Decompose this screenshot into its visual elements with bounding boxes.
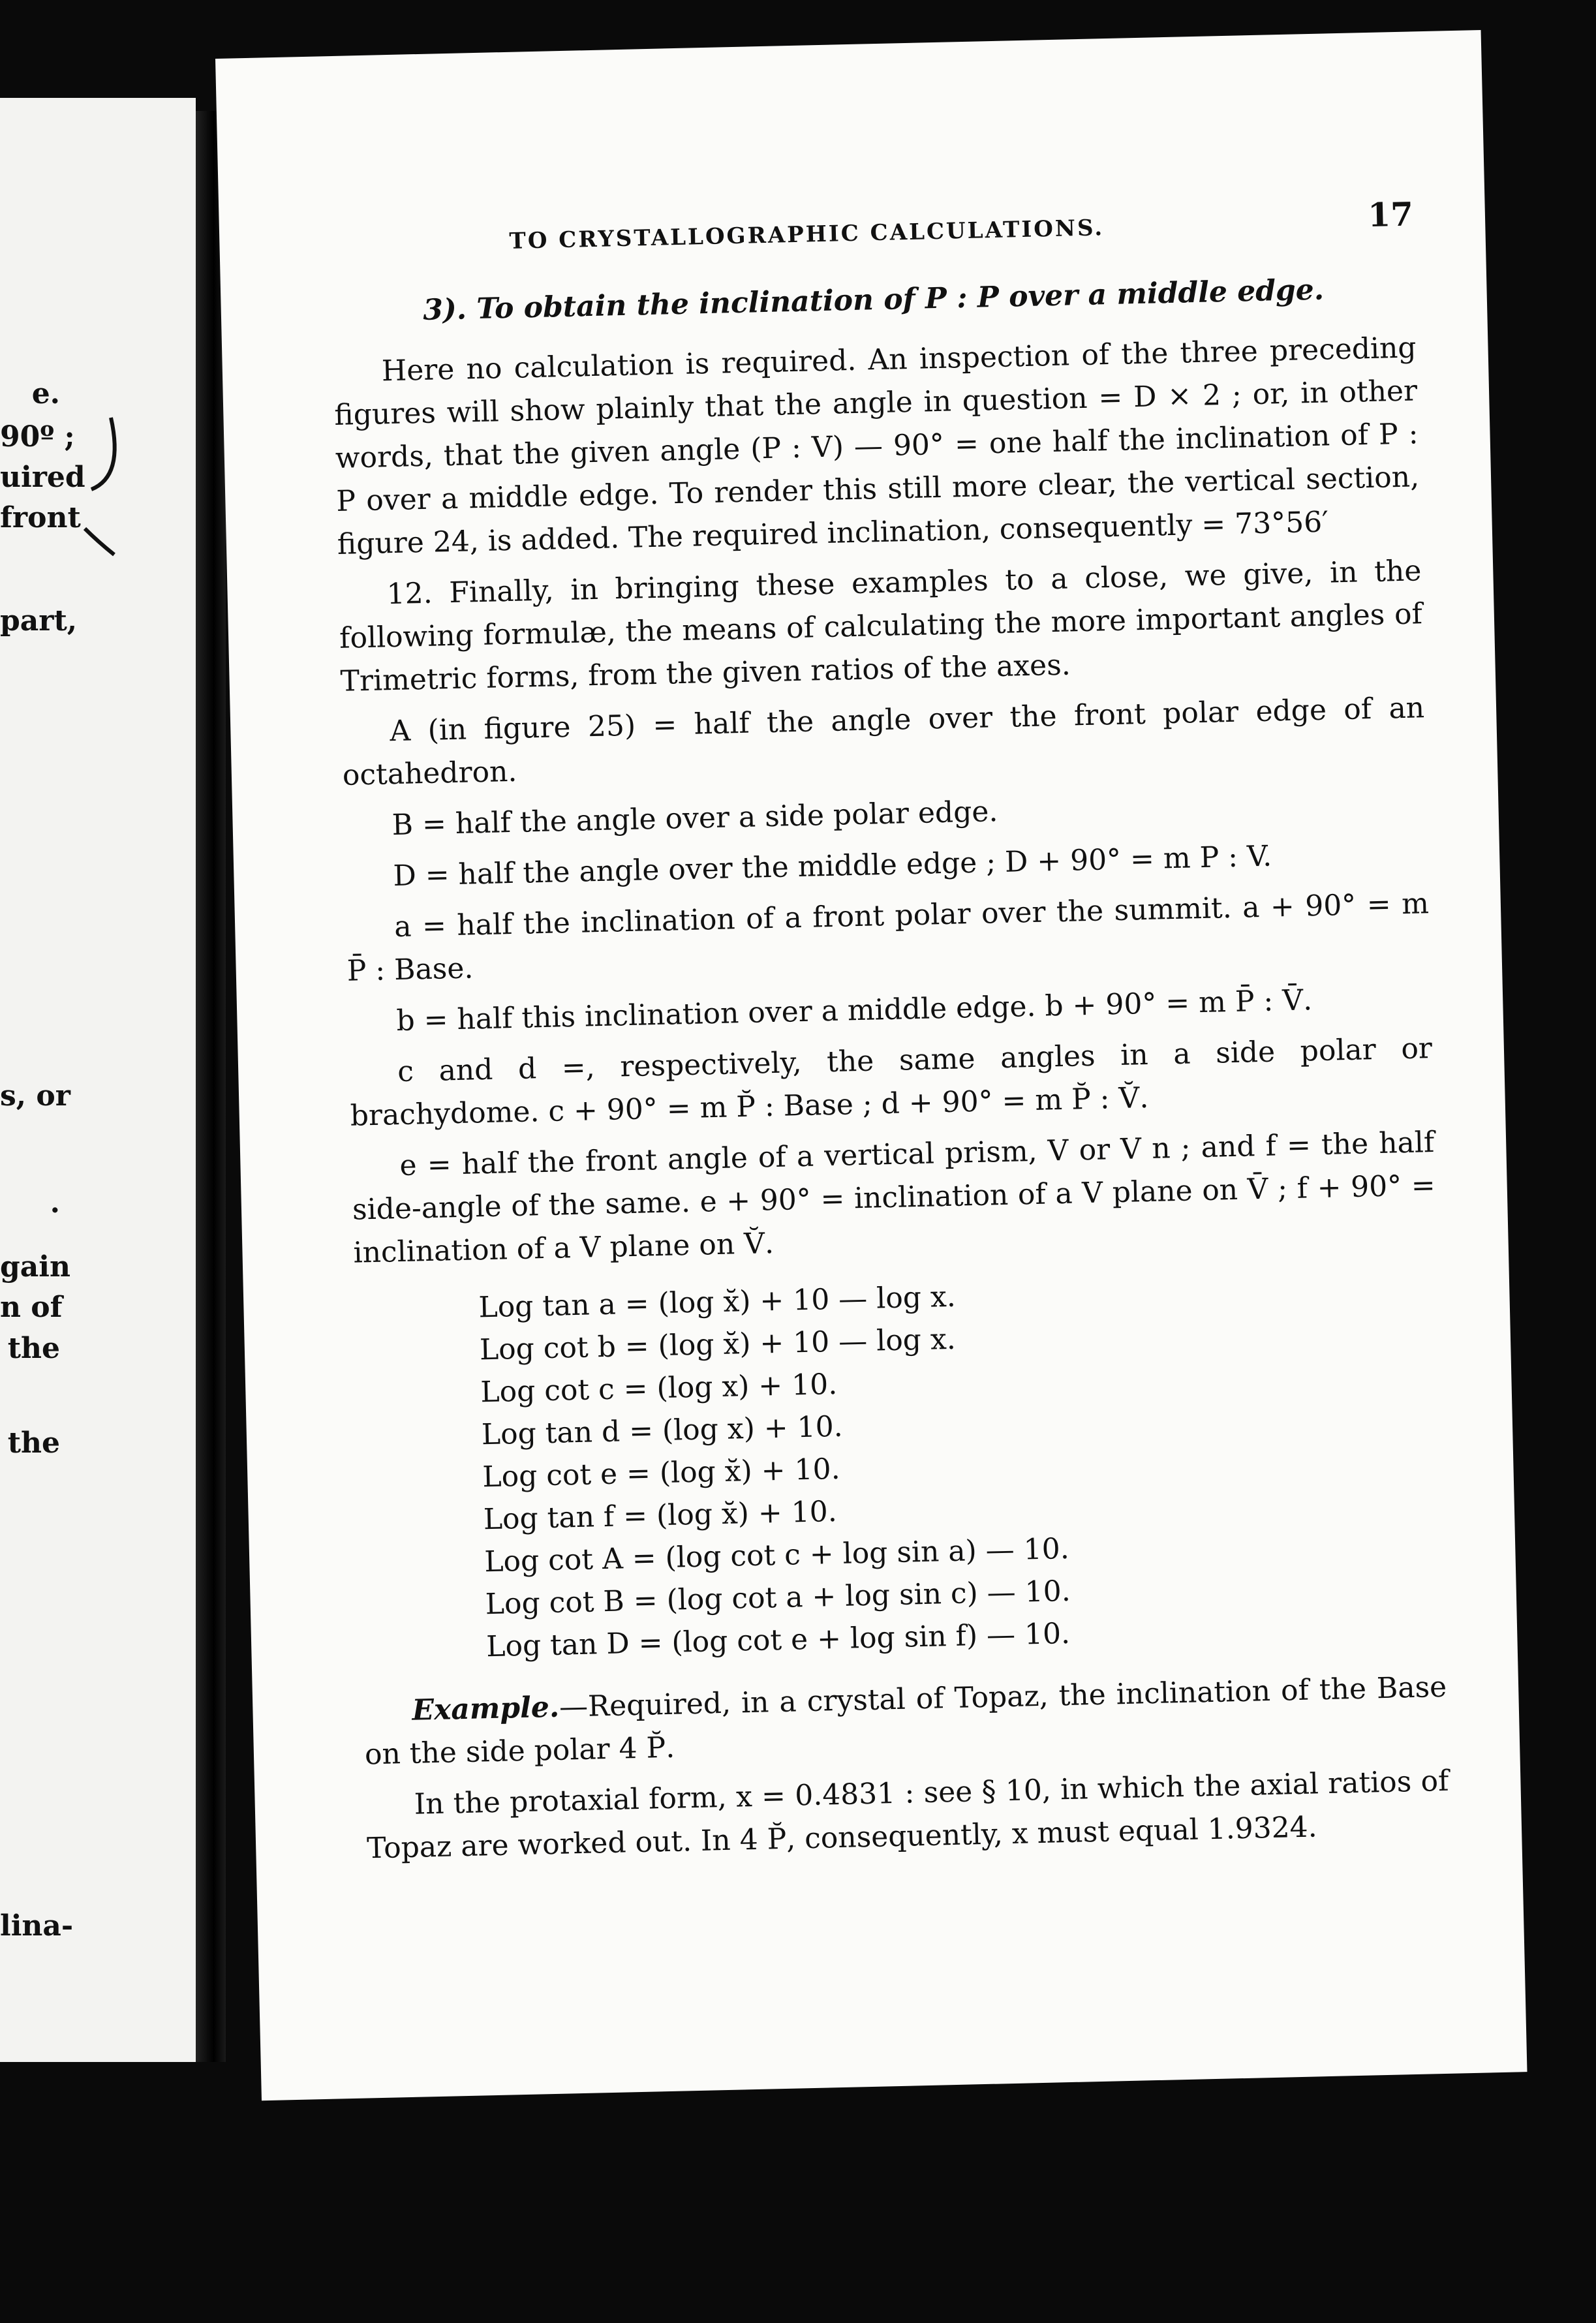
paragraph: b = half this inclination over a middle edge. b + 90° = m P̄ : V̄. <box>395 983 1313 1038</box>
paragraph: a = half the inclination of a front polar over the summit. a + 90° = m P̄ : Base. <box>346 887 1430 988</box>
left-fragment: lina- <box>0 1909 74 1943</box>
book-page <box>215 30 1527 2100</box>
paragraph: e = half the front angle of a vertical prism, V or V n ; and f = the half side-angle of the same. e + 90° = inclination of a V plane on V̄ ; f + 90° = inclination of a V plane on V̆. <box>352 1126 1436 1270</box>
page-header <box>330 194 1414 271</box>
left-fragment: n of <box>0 1291 63 1324</box>
formula: Log tan a = (log x̆) + 10 — log x. <box>478 1280 957 1325</box>
final-paragraph: In the protaxial form, x = 0.4831 : see § 10, in which the axial ratios of Topaz are worked out. In 4 P̆, consequently, x must equal 1.9324. <box>366 1764 1449 1866</box>
paragraph: B = half the angle over a side polar edge. <box>391 795 998 842</box>
page-content <box>330 194 1450 1878</box>
formula: Log tan f = (log x̆) + 10. <box>483 1494 838 1537</box>
formula: Log cot b = (log x̆) + 10 — log x. <box>479 1322 957 1367</box>
formula: Log cot e = (log x̆) + 10. <box>482 1452 841 1494</box>
example-paragraph <box>363 1666 1449 1777</box>
left-fragment: front <box>0 501 81 534</box>
paragraph: D = half the angle over the middle edge ; D + 90° = m P : V. <box>392 839 1272 893</box>
paragraph: A (in figure 25) = half the angle over the front polar edge of an octahedron. <box>342 691 1425 792</box>
left-fragment: the <box>7 1332 60 1365</box>
left-facing-page <box>0 98 196 2062</box>
section-subheading: 3). To obtain the inclination of P : P over a middle edge. <box>422 273 1325 327</box>
formula: Log cot A = (log cot c + log sin a) — 10. <box>483 1531 1070 1579</box>
formula: Log cot c = (log x) + 10. <box>480 1367 838 1409</box>
left-fragment: gain <box>0 1250 70 1284</box>
book-gutter <box>196 111 226 2062</box>
left-fragment: the <box>7 1426 60 1460</box>
left-fragment: s, or <box>0 1079 70 1113</box>
formula-list <box>478 1265 1446 1668</box>
paragraph: c and d =, respectively, the same angles in a side polar or brachydome. c + 90° = m P̆ : Base ; d + 90° = m P̆ : V̆. <box>350 1032 1433 1133</box>
page-number: 17 <box>1367 194 1414 234</box>
left-fragment: part, <box>0 604 78 638</box>
left-fragment: uired <box>0 461 85 494</box>
formula: Log tan d = (log x) + 10. <box>481 1409 844 1452</box>
example-label: Example. <box>411 1690 560 1727</box>
left-fragment: 90º ; <box>0 420 75 454</box>
running-head: TO CRYSTALLOGRAPHIC CALCULATIONS. <box>509 215 1105 254</box>
example-text: —Required, in a crystal of Topaz, the inclination of the Base on the side polar 4 P̆. <box>364 1670 1447 1772</box>
paragraph: Here no calculation is required. An inspection of the three preceding figures will show plainly that the angle in question = D × 2 ; or, in other words, that the given angle (P : V) — 90° = one half the inclination of P : P over a middle edge. To render this still more clear, the vertical section, figure 24, is added. The required inclination, consequently = 73°56′ <box>333 331 1420 561</box>
left-fragment: . <box>50 1186 60 1220</box>
pencil-mark-icon <box>0 98 196 685</box>
paragraph: 12. Finally, in bringing these examples to a close, we give, in the following formulæ, the means of calculating the more important angles of Trimetric forms, from the given ratios of the axes. <box>339 554 1423 698</box>
left-fragment: e. <box>31 377 60 410</box>
formula: Log tan D = (log cot e + log sin f) — 10. <box>485 1616 1071 1664</box>
formula: Log cot B = (log cot a + log sin c) — 10. <box>485 1574 1071 1622</box>
